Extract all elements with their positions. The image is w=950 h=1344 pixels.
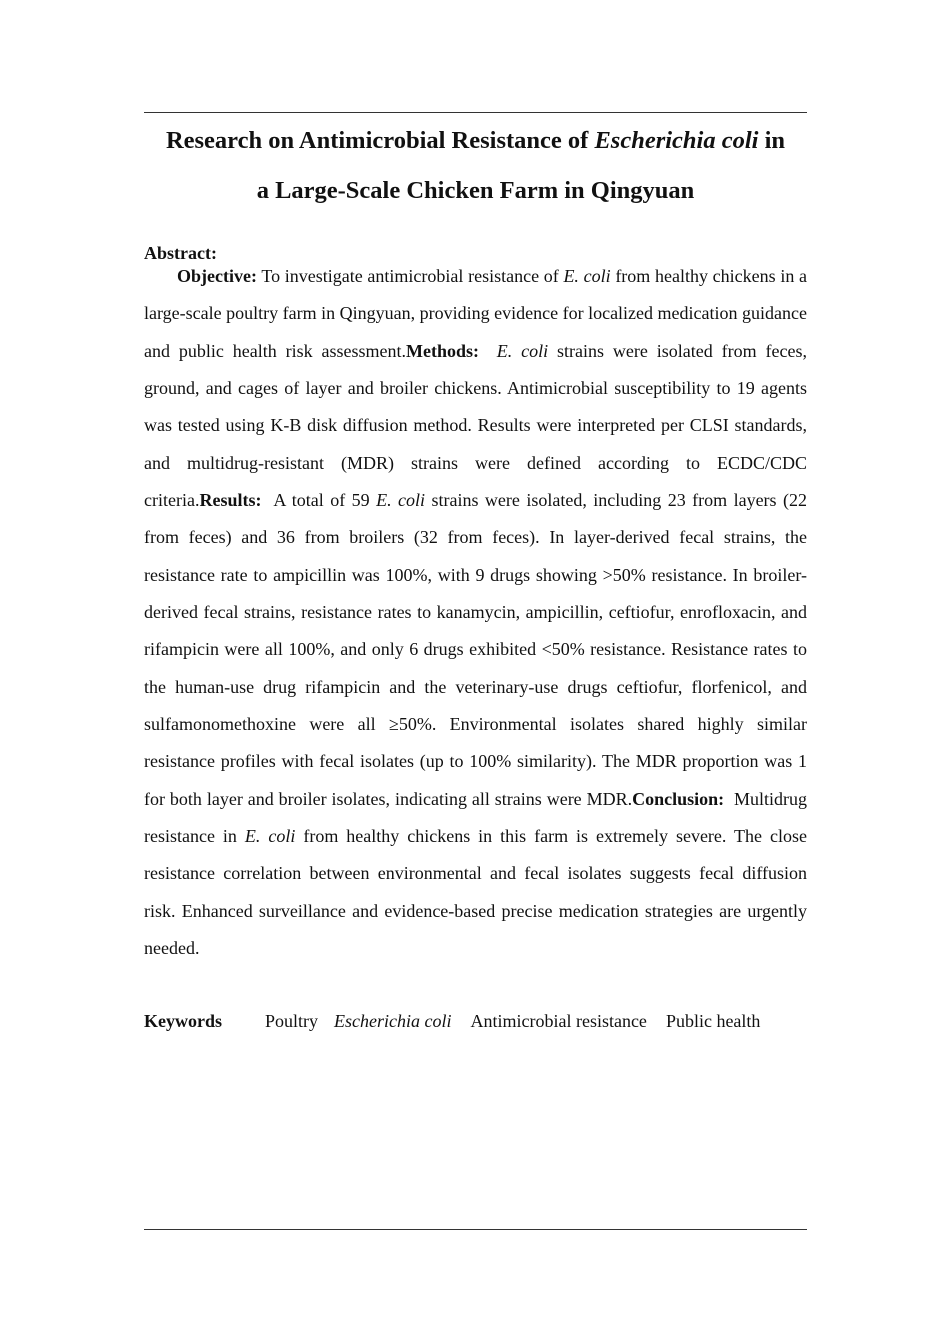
conclusion-text: from healthy chickens in this farm is extremely severe. The close resistance correlation between environmental and fecal isolates suggests fecal diffusion risk. Enhanced surveillance and evidence-based precise medication strategies are urgently needed. xyxy=(144,825,807,958)
objective-label: Objective: xyxy=(177,266,257,286)
top-rule xyxy=(144,112,807,113)
keyword-item: Antimicrobial resistance xyxy=(470,1011,647,1031)
title-line-2: a Large-Scale Chicken Farm in Qingyuan xyxy=(256,177,695,204)
bottom-rule xyxy=(144,1229,807,1230)
title-line-1 xyxy=(144,116,807,166)
objective-text: To investigate antimicrobial resistance of xyxy=(261,266,564,286)
methods-text: strains were isolated from feces, ground, and cages of layer and broiler chickens. Antimicrobial susceptibility to 19 agents was tested using K-B disk diffusion method. Results were interpreted per CLSI standards, and multidrug-resistant (MDR) strains were defined according to ECDC/CDC criteria. xyxy=(144,340,807,510)
paper-title xyxy=(144,116,807,216)
conclusion-text: Multidrug resistance in xyxy=(144,788,808,846)
results-text: strains were isolated, including 23 from layers (22 from feces) and 36 from broilers (32 from feces). In layer-derived fecal strains, the resistance rate to ampicillin was 100%, with 9 drugs showing >50% resistance. In broiler-derived fecal strains, resistance rates to kanamycin, ampicillin, ceftiofur, enrofloxacin, and rifampicin were all 100%, and only 6 drugs exhibited <50% resistance. Resistance rates to the human-use drug rifampicin and the veterinary-use drugs ceftiofur, florfenicol, and sulfamonomethoxine were all ≥50%. Environmental isolates shared highly similar resistance profiles with fecal isolates (up to 100% similarity). The MDR proportion was 1 for both layer and broiler isolates, indicating all strains were MDR. xyxy=(144,489,807,809)
abstract-body xyxy=(144,258,807,967)
keyword-item: Poultry xyxy=(265,1011,319,1031)
keyword-item: Escherichia coli xyxy=(334,1011,452,1031)
methods-label: Methods: xyxy=(406,340,479,361)
conclusion-label: Conclusion: xyxy=(632,788,725,809)
species-name: E. coli xyxy=(496,340,549,361)
species-name: E. coli xyxy=(563,266,611,286)
species-name: E. coli xyxy=(376,489,426,510)
keywords xyxy=(144,1008,760,1034)
keyword-item: Public health xyxy=(665,1011,761,1031)
abstract-heading: Abstract: xyxy=(144,243,217,263)
title-species-name: Escherichia coli xyxy=(594,127,759,154)
keywords-label: Keywords xyxy=(144,1011,222,1031)
title-text: Research on Antimicrobial Resistance of xyxy=(165,127,595,154)
objective-text: from healthy chickens in a large-scale poultry farm in Qingyuan, providing evidence for localized medication guidance and public health risk assessment. xyxy=(144,266,808,361)
results-text: A total of 59 xyxy=(273,489,377,510)
species-name: E. coli xyxy=(244,825,296,846)
results-label: Results: xyxy=(199,489,262,510)
title-text: in xyxy=(758,127,786,154)
